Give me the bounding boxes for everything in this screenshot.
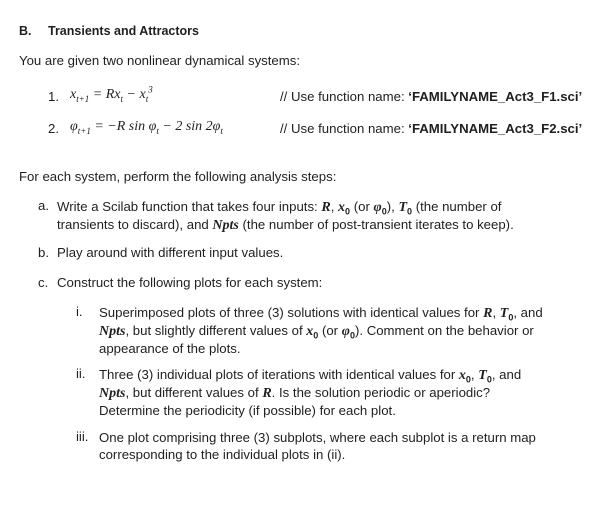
step-a-text: Write a Scilab function that takes four inputs: R, $x_0$ (or $\varphi_0$), $T_0$ (the number of transients to discard), and Npts (the number of post-transient iterates to keep). [57,199,514,233]
step-a-label: a. [38,198,49,213]
subitem-iii-label: iii. [76,429,89,444]
step-c-text: Construct the following plots for each system: [57,275,323,290]
intro-text: You are given two nonlinear dynamical systems: [19,53,300,68]
system-2-number: 2. [48,121,59,136]
system-1-equation: $x_{t+1} = Rx_t - x_t^3$ [70,84,153,104]
steps-intro: For each system, perform the following analysis steps: [19,169,337,184]
subitem-i-text: Superimposed plots of three (3) solutions with identical values for R, $T_0$, and Npts, but slightly different values of $x_0$ (or $\varphi_0$). Comment on the behavior or appearance of the plots. [99,305,543,356]
section-letter: B. [19,24,32,38]
system-2-equation: $\varphi_{t+1} = -R$ $\sin \varphi_t - 2$ $\sin 2\varphi_t$ [70,119,223,136]
step-b-text: Play around with different input values. [57,245,284,260]
subitem-ii-text: Three (3) individual plots of iterations with identical values for $x_0$, $T_0$, and Npts, but different values of R. Is the solution periodic or aperiodic? Determine the periodicity (if possible) for each plot. [99,367,522,418]
step-c-label: c. [38,275,49,290]
system-2-comment: // Use function name: ‘FAMILYNAME_Act3_F2.sci’ [280,121,583,136]
subitem-iii-text: One plot comprising three (3) subplots, where each subplot is a return map corresponding to the individual plots in (ii). [99,430,536,462]
step-b-label: b. [38,245,49,260]
system-1-comment: // Use function name: ‘FAMILYNAME_Act3_F1.sci’ [280,89,583,104]
subitem-i-label: i. [76,304,83,319]
subitem-ii-label: ii. [76,366,86,381]
system-1-number: 1. [48,89,59,104]
section-title: Transients and Attractors [48,24,199,38]
